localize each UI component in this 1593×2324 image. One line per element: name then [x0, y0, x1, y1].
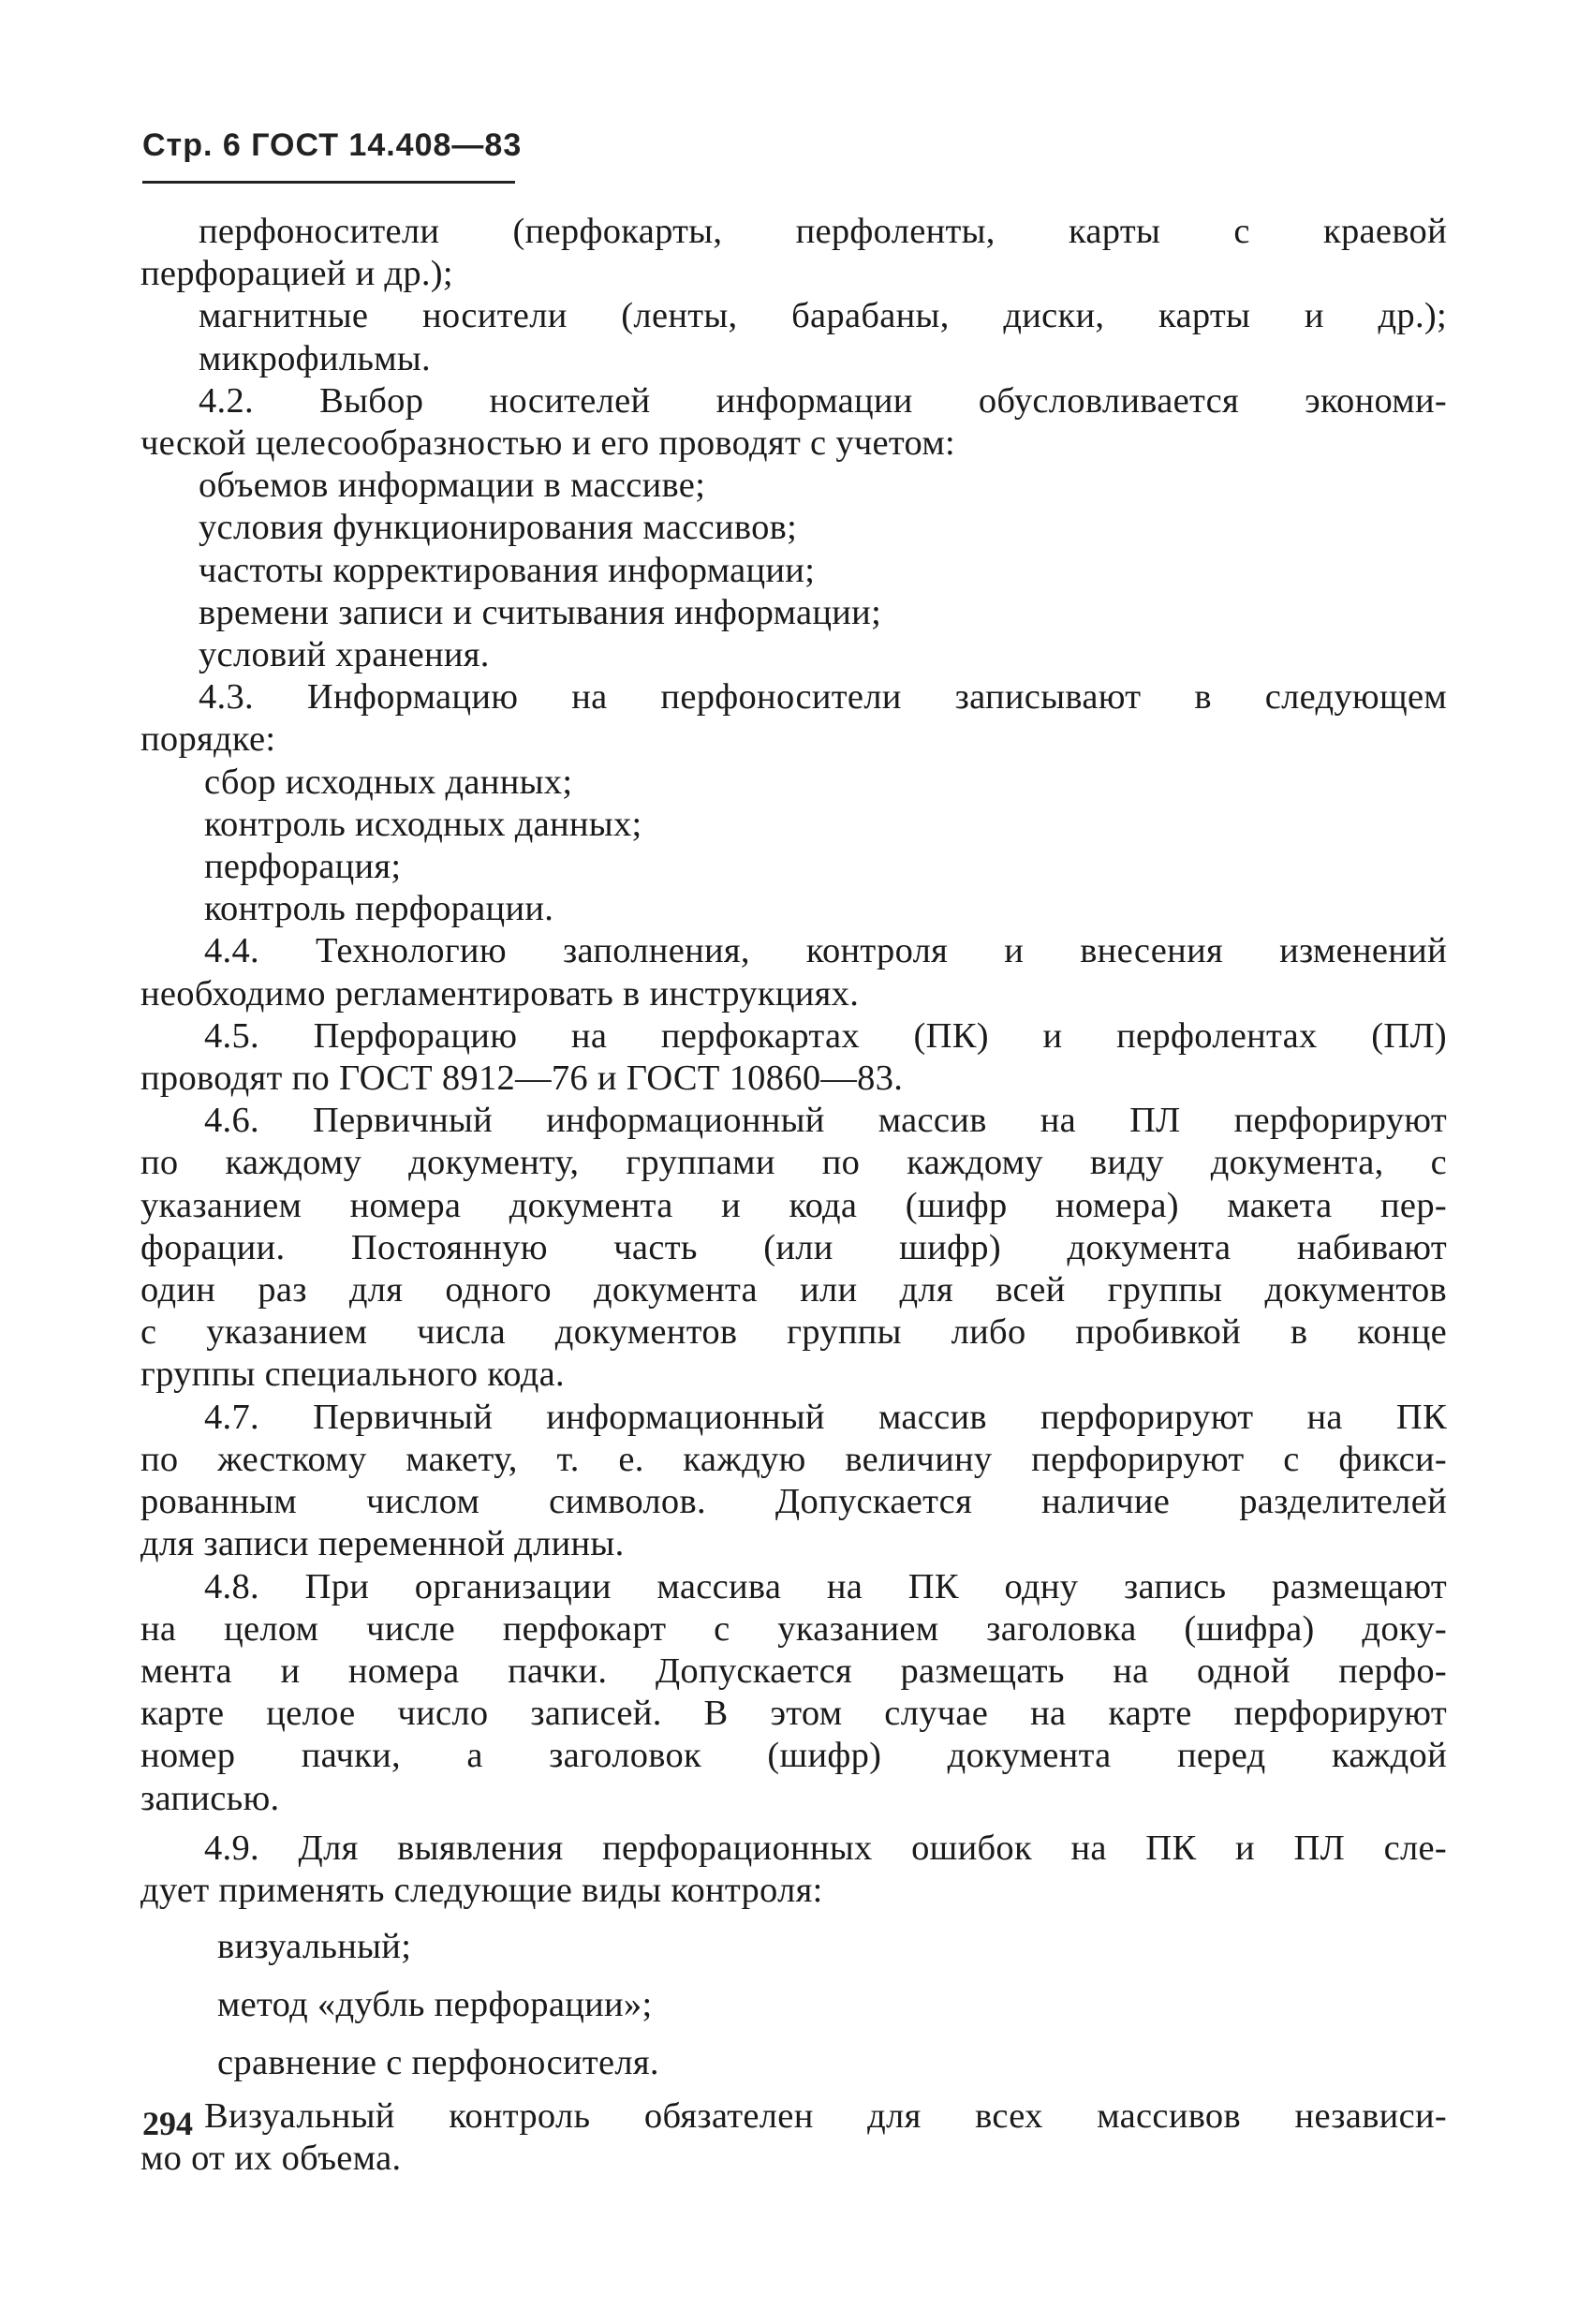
header-rule [142, 181, 515, 184]
control-types-list [140, 1917, 1447, 2092]
clause-4-6-line: один раз для одного документа или для всей группы документов [140, 1270, 1447, 1310]
clause-4-8-line: номер пачки, а заголовок (шифр) документа перед каждой [140, 1736, 1447, 1776]
clause-4-6-line: 4.6. Первичный информационный массив на ПЛ перфорируют [204, 1101, 1447, 1141]
list-item: условий хранения. [199, 635, 490, 675]
text-line: магнитные носители (ленты, барабаны, диски, карты и др.); [199, 296, 1447, 336]
clause-4-7-line: рованным числом символов. Допускается наличие разделителей [140, 1482, 1447, 1522]
clause-4-7-line: 4.7. Первичный информационный массив перфорируют на ПК [204, 1397, 1447, 1437]
clause-4-7-line: для записи переменной длины. [140, 1524, 625, 1564]
clause-4-7-line: по жесткому макету, т. е. каждую величину перфорируют с фикси- [140, 1439, 1447, 1479]
clause-4-4-line: 4.4. Технологию заполнения, контроля и внесения изменений [204, 931, 1447, 971]
clause-4-6-line: с указанием числа документов группы либо пробивкой в конце [140, 1312, 1447, 1353]
page-number: 294 [142, 2105, 193, 2142]
list-item: объемов информации в массиве; [199, 466, 706, 506]
list-item: сбор исходных данных; [204, 762, 573, 802]
clause-4-6-line: группы специального кода. [140, 1354, 565, 1395]
clause-4-5-line: проводят по ГОСТ 8912—76 и ГОСТ 10860—83. [140, 1058, 904, 1099]
text-line: перфоносители (перфокарты, перфоленты, карты с краевой [199, 212, 1447, 251]
clause-4-8-line: мента и номера пачки. Допускается размещать на одной перфо- [140, 1650, 1447, 1691]
clause-4-8-line: карте целое число записей. В этом случае на карте перфорируют [140, 1694, 1447, 1734]
clause-4-4-line: необходимо регламентировать в инструкциях. [140, 973, 860, 1014]
running-header: Стр. 6 ГОСТ 14.408—83 [142, 127, 523, 163]
list-item: перфорация; [204, 847, 402, 887]
clause-4-3-line: порядке: [140, 719, 276, 760]
text-line: микрофильмы. [199, 338, 431, 378]
list-item: контроль исходных данных; [204, 804, 642, 844]
closing-line: мо от их объема. [140, 2139, 402, 2179]
clause-4-3-line: 4.3. Информацию на перфоносители записывают в следующем [199, 677, 1447, 718]
list-item: частоты корректирования информации; [199, 550, 816, 590]
text-line: перфорацией и др.); [140, 254, 453, 294]
closing-line: Визуальный контроль обязателен для всех массивов независи- [204, 2096, 1447, 2137]
clause-4-6-line: указанием номера документа и кода (шифр номера) макета пер- [140, 1185, 1447, 1225]
clause-4-5-line: 4.5. Перфорацию на перфокартах (ПК) и перфолентах (ПЛ) [204, 1015, 1447, 1056]
clause-4-9-line: 4.9. Для выявления перфорационных ошибок на ПК и ПЛ сле- [204, 1828, 1447, 1868]
clause-4-9-line: дует применять следующие виды контроля: [140, 1870, 823, 1910]
list-item: условия функционирования массивов; [199, 508, 798, 548]
list-item: контроль перфорации. [204, 889, 554, 929]
clause-4-8-line: на целом числе перфокарт с указанием заголовка (шифра) доку- [140, 1608, 1447, 1649]
list-item: визуальный; [217, 1927, 412, 1967]
list-item: времени записи и считывания информации; [199, 592, 882, 632]
clause-4-8-line: 4.8. При организации массива на ПК одну запись размещают [204, 1566, 1447, 1606]
list-item: метод «дубль перфорации»; [217, 1985, 653, 2025]
clause-4-2-line: 4.2. Выбор носителей информации обусловливается экономи- [199, 380, 1447, 421]
body-text [140, 211, 1447, 2181]
clause-4-6-line: форации. Постоянную часть (или шифр) документа набивают [140, 1227, 1447, 1267]
clause-4-2-line: ческой целесообразностью и его проводят с учетом: [140, 423, 956, 464]
list-item: сравнение с перфоносителя. [217, 2043, 659, 2083]
clause-4-8-line: записью. [140, 1778, 280, 1818]
clause-4-6-line: по каждому документу, группами по каждому виду документа, с [140, 1143, 1447, 1183]
